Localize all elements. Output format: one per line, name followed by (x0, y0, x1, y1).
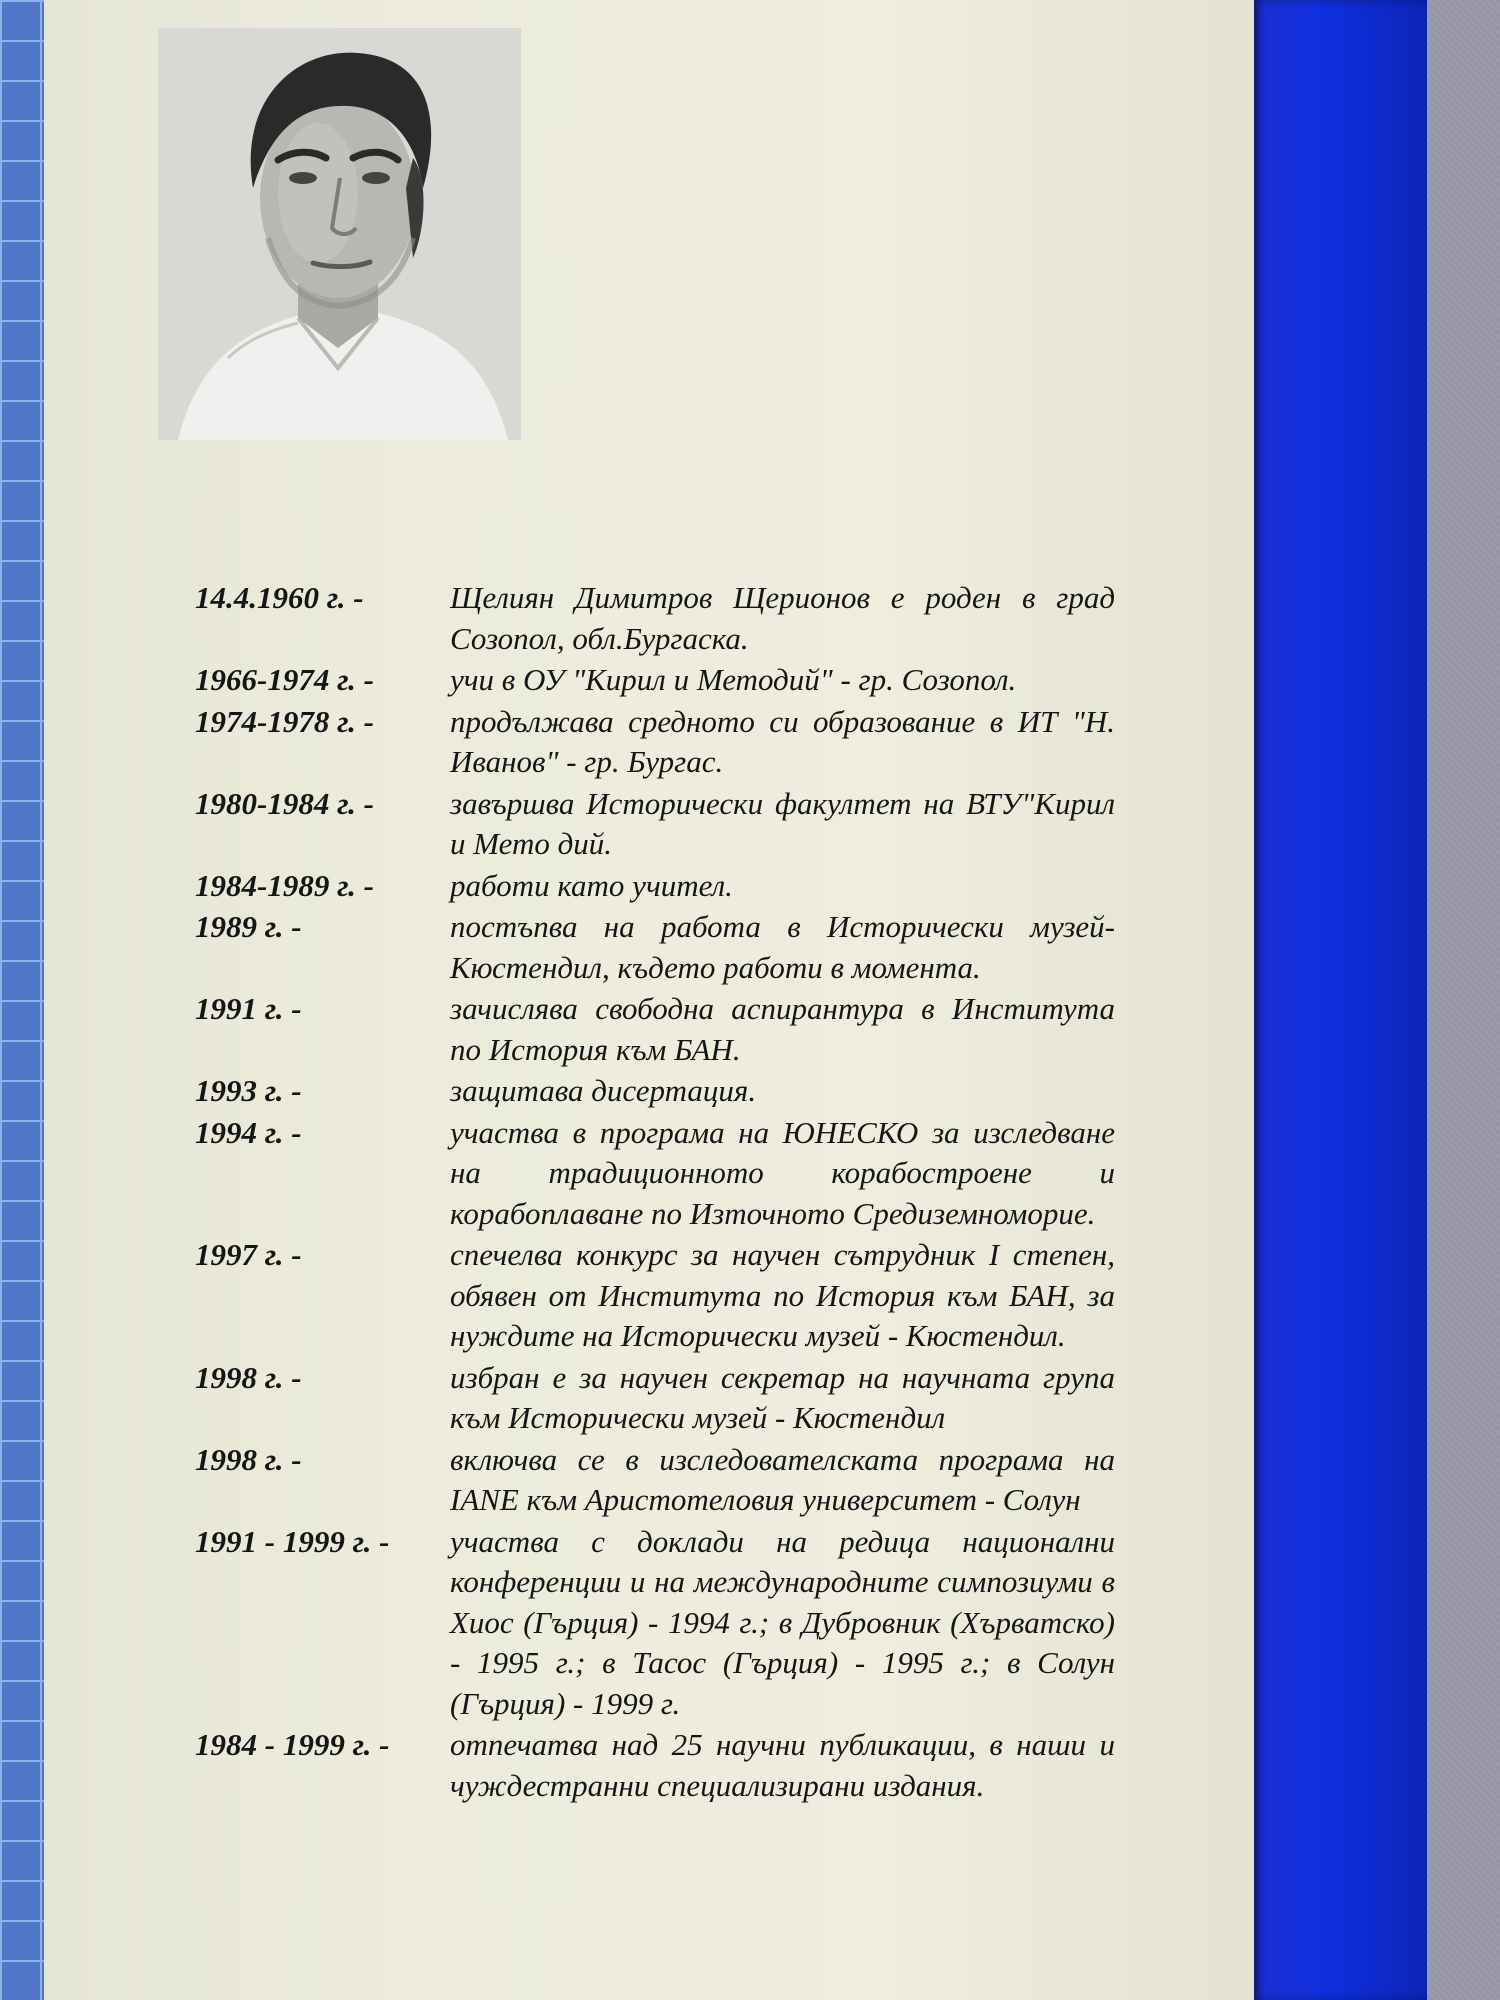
timeline-text: постъпва на работа в Исторически музей-Кюстендил, където работи в момента. (450, 909, 1115, 985)
timeline-text: включва се в изследователската програма на IANE към Аристотеловия университет - Солун (450, 1441, 1115, 1517)
timeline-entry (195, 784, 1115, 865)
timeline-text: продължава средното си образование в ИТ "Н. Иванов" - гр. Бургас. (450, 703, 1115, 779)
timeline-entry (195, 1235, 1115, 1357)
timeline-text: участва с доклади на редица национални конференции и на международните симпозиуми в Хиос (Гърция) - 1994 г.; в Дубровник (Хърватско) - 1995 г.; в Тасос (Гърция) - 1995 г.; в Солун (Гърция) - 1999 г. (450, 1523, 1115, 1721)
timeline-date: 1984 - 1999 г. - (195, 1727, 390, 1762)
timeline-date: 1994 г. - (195, 1114, 302, 1150)
timeline-date: 1997 г. - (195, 1237, 302, 1272)
cloth-background (1420, 0, 1500, 2000)
timeline-entry (195, 1071, 1115, 1112)
timeline-text: работи като учител. (450, 867, 733, 903)
timeline-text: отпечатва над 25 научни публикации, в наши и чуждестранни специализирани издания. (450, 1727, 1115, 1803)
timeline-entry (195, 1522, 1115, 1725)
timeline-date: 1974-1978 г. - (195, 703, 374, 739)
timeline-text: избран е за научен секретар на научната група към Исторически музей - Кюстендил (450, 1359, 1115, 1435)
timeline-text: участва в програма на ЮНЕСКО за изследване на традиционното корабостроене и корабоплаване по Източното Средиземноморие. (450, 1114, 1115, 1231)
timeline-text: зачислява свободна аспирантура в Института по История към БАН. (450, 991, 1115, 1067)
timeline-date: 1991 - 1999 г. - (195, 1523, 390, 1559)
timeline-entry (195, 1358, 1115, 1439)
timeline-entry (195, 1113, 1115, 1235)
timeline-entry (195, 1440, 1115, 1521)
timeline-text: учи в ОУ "Кирил и Методий" - гр. Созопол. (450, 662, 1017, 697)
timeline-date: 1998 г. - (195, 1441, 302, 1477)
timeline-date: 1998 г. - (195, 1359, 302, 1395)
timeline-date: 1991 г. - (195, 991, 302, 1026)
timeline-date: 14.4.1960 г. - (195, 580, 364, 615)
timeline-date: 1980-1984 г. - (195, 785, 374, 821)
timeline-entry (195, 907, 1115, 988)
timeline-date: 1993 г. - (195, 1073, 302, 1108)
timeline-entry (195, 578, 1115, 659)
timeline-text: спечелва конкурс за научен сътрудник I степен, обявен от Института по История към БАН, за нуждите на Исторически музей - Кюстендил. (450, 1237, 1115, 1353)
timeline-text: защитава дисертация. (450, 1073, 757, 1108)
timeline-date: 1984-1989 г. - (195, 867, 374, 903)
timeline-entry (195, 1725, 1115, 1806)
author-portrait (158, 28, 521, 440)
timeline-entry (195, 989, 1115, 1070)
timeline-entry (195, 866, 1115, 907)
timeline-entry (195, 702, 1115, 783)
timeline-entry (195, 660, 1115, 701)
timeline-date: 1966-1974 г. - (195, 662, 374, 697)
timeline-text: завършва Исторически факултет на ВТУ"Кирил и Мето дий. (450, 785, 1115, 861)
timeline-date: 1989 г. - (195, 909, 302, 944)
biography-timeline (195, 578, 1115, 1807)
book-spine (1252, 0, 1427, 2000)
timeline-text: Щелиян Димитров Щерионов е роден в град Созопол, обл.Бургаска. (450, 580, 1115, 656)
